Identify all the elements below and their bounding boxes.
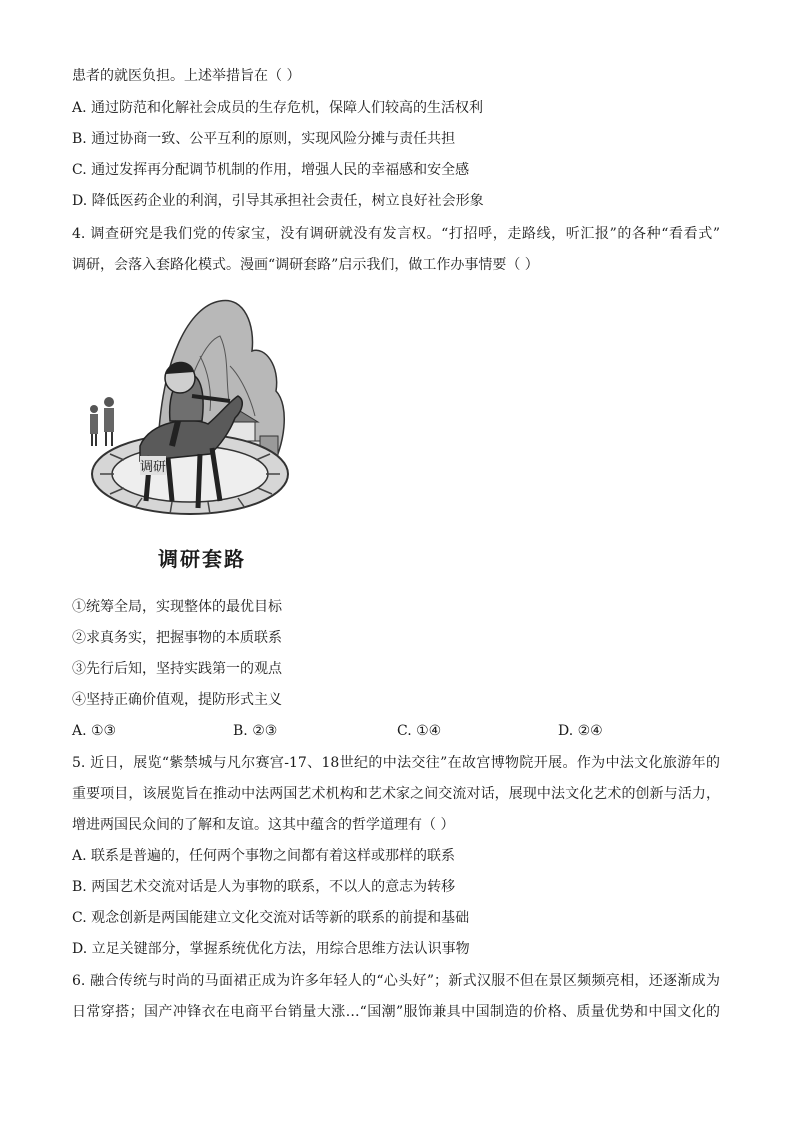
q4-statement-4: ④坚持正确价值观，提防形式主义 — [72, 692, 282, 708]
cartoon-image — [80, 296, 310, 534]
cartoon-caption: 调研套路 — [158, 547, 246, 571]
q5-option-a: A. 联系是普遍的，任何两个事物之间都有着这样或那样的联系 — [72, 848, 456, 864]
q3-option-d: D. 降低医药企业的利润，引导其承担社会责任，树立良好社会形象 — [72, 193, 484, 209]
q4-stem-line-1: 4. 调查研究是我们党的传家宝，没有调研就没有发言权。“打招呼，走路线，听汇报”的各种“看看式” — [72, 226, 720, 242]
q4-choice-d: D. ②④ — [558, 723, 603, 739]
q5-stem-line-2: 重要项目，该展览旨在推动中法两国艺术机构和艺术家之间交流对话，展现中法文化艺术的创新与活力， — [72, 786, 720, 802]
q4-statement-2: ②求真务实，把握事物的本质联系 — [72, 630, 282, 646]
q3-option-c: C. 通过发挥再分配调节机制的作用，增强人民的幸福感和安全感 — [72, 162, 470, 178]
q5-stem-line-3: 增进两国民众间的了解和友谊。这其中蕴含的哲学道理有（ ） — [72, 817, 455, 833]
q5-option-d: D. 立足关键部分，掌握系统优化方法，用综合思维方法认识事物 — [72, 941, 470, 957]
cartoon-label: 调研 — [140, 456, 166, 475]
q5-stem-line-1: 5. 近日，展览“紫禁城与凡尔赛宫-17、18世纪的中法交往”在故宫博物院开展。作为中法文化旅游年的 — [72, 755, 720, 771]
q3-option-b: B. 通过协商一致、公平互利的原则，实现风险分摊与责任共担 — [72, 131, 456, 147]
q4-choice-c: C. ①④ — [397, 723, 442, 739]
q3-option-a: A. 通过防范和化解社会成员的生存危机，保障人们较高的生活权利 — [72, 100, 484, 116]
q4-statement-1: ①统筹全局，实现整体的最优目标 — [72, 599, 282, 615]
q6-stem-line-1: 6. 融合传统与时尚的马面裙正成为许多年轻人的“心头好”；新式汉服不但在景区频频亮相，还逐渐成为 — [72, 973, 720, 989]
q4-choice-a: A. ①③ — [72, 723, 117, 739]
q5-option-b: B. 两国艺术交流对话是人为事物的联系，不以人的意志为转移 — [72, 879, 456, 895]
q5-option-c: C. 观念创新是两国能建立文化交流对话等新的联系的前提和基础 — [72, 910, 470, 926]
q3-stem-tail: 患者的就医负担。上述举措旨在（ ） — [72, 68, 301, 84]
cartoon-drawing — [80, 296, 310, 534]
q4-choice-b: B. ②③ — [233, 723, 278, 739]
q4-statement-3: ③先行后知，坚持实践第一的观点 — [72, 661, 282, 677]
q6-stem-line-2: 日常穿搭；国产冲锋衣在电商平台销量大涨…“国潮”服饰兼具中国制造的价格、质量优势和中国文化的 — [72, 1004, 720, 1020]
q4-stem-line-2: 调研，会落入套路化模式。漫画“调研套路”启示我们，做工作办事情要（ ） — [72, 257, 539, 273]
